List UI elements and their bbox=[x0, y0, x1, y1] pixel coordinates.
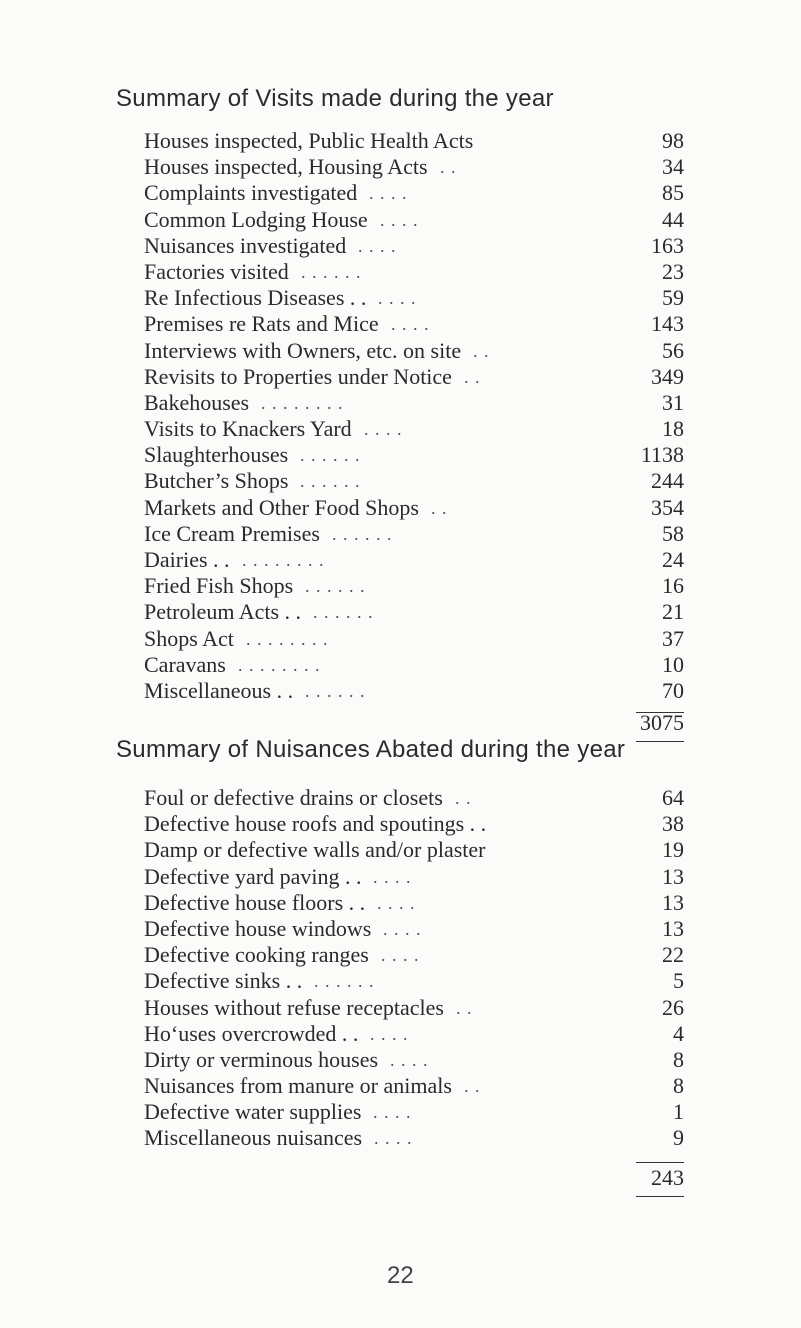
row-leader-dots: . . . . . . bbox=[301, 261, 362, 282]
row-leader-dots: . . bbox=[464, 1076, 481, 1097]
row-label: Dirty or verminous houses bbox=[144, 1046, 379, 1072]
row-value: 1138 bbox=[640, 442, 684, 468]
nuisances-table bbox=[144, 785, 684, 1152]
table-row bbox=[144, 626, 684, 652]
row-label: Ho‘uses overcrowded . . bbox=[144, 1020, 359, 1046]
row-label: Slaughterhouses bbox=[144, 442, 289, 468]
row-value: 9 bbox=[673, 1125, 684, 1151]
row-leader-dots: . . . . bbox=[383, 918, 422, 939]
nuisances-total-rule-bottom bbox=[636, 1196, 684, 1197]
row-label: Defective house windows bbox=[144, 915, 372, 941]
row-label: Factories visited bbox=[144, 258, 289, 284]
row-value: 98 bbox=[662, 128, 684, 153]
row-value: 143 bbox=[651, 311, 684, 337]
row-label: Miscellaneous . . bbox=[144, 677, 294, 703]
table-row bbox=[144, 233, 684, 259]
row-value: 13 bbox=[662, 863, 684, 889]
row-leader-dots: . . . . bbox=[380, 209, 419, 230]
table-row bbox=[144, 942, 684, 968]
row-label: Damp or defective walls and/or plaster bbox=[144, 837, 486, 863]
row-value: 18 bbox=[662, 416, 684, 442]
table-row bbox=[144, 311, 684, 337]
row-leader-dots: . . bbox=[431, 497, 448, 518]
row-value: 24 bbox=[662, 547, 684, 572]
visits-total-rule-bottom bbox=[636, 741, 684, 742]
table-row bbox=[144, 1047, 684, 1073]
table-row bbox=[144, 521, 684, 547]
row-leader-dots: . . . . . . . . bbox=[261, 392, 344, 413]
row-label: Re Infectious Diseases . . bbox=[144, 285, 367, 311]
row-leader-dots: . . . . . . bbox=[313, 602, 374, 623]
row-leader-dots: . . . . . . . . bbox=[238, 654, 321, 675]
row-value: 163 bbox=[651, 232, 684, 258]
row-label: Houses inspected, Housing Acts bbox=[144, 154, 428, 180]
row-label: Interviews with Owners, etc. on site bbox=[144, 337, 462, 363]
row-leader-dots: . . . . . . bbox=[305, 576, 366, 597]
row-label: Dairies . . bbox=[144, 547, 230, 572]
row-leader-dots: . . . . bbox=[373, 1102, 412, 1123]
row-leader-dots: . . . . bbox=[369, 183, 408, 204]
row-label: Defective yard paving . . bbox=[144, 863, 362, 889]
table-row bbox=[144, 207, 684, 233]
row-value: 244 bbox=[651, 468, 684, 494]
row-leader-dots: . . . . bbox=[374, 1128, 413, 1149]
row-leader-dots: . . . . bbox=[373, 866, 412, 887]
row-value: 70 bbox=[662, 677, 684, 703]
row-leader-dots: . . bbox=[456, 997, 473, 1018]
table-row bbox=[144, 785, 684, 811]
table-row bbox=[144, 916, 684, 942]
visits-heading: Summary of Visits made during the year bbox=[116, 85, 554, 112]
row-value: 34 bbox=[662, 154, 684, 180]
visits-table bbox=[144, 128, 684, 704]
row-label: Foul or defective drains or closets bbox=[144, 785, 443, 810]
row-label: Shops Act bbox=[144, 625, 234, 651]
row-value: 58 bbox=[662, 520, 684, 546]
table-row bbox=[144, 1099, 684, 1125]
row-value: 21 bbox=[662, 599, 684, 625]
row-leader-dots: . . . . bbox=[378, 288, 417, 309]
row-leader-dots: . . . . . . bbox=[300, 445, 361, 466]
table-row bbox=[144, 180, 684, 206]
row-label: Markets and Other Food Shops bbox=[144, 494, 419, 520]
table-row bbox=[144, 1125, 684, 1151]
row-leader-dots: . . . . . . bbox=[332, 523, 393, 544]
row-value: 1 bbox=[673, 1099, 684, 1125]
row-value: 22 bbox=[662, 942, 684, 968]
row-value: 349 bbox=[651, 363, 684, 389]
table-row bbox=[144, 390, 684, 416]
row-value: 5 bbox=[673, 968, 684, 994]
row-label: Fried Fish Shops bbox=[144, 573, 294, 599]
row-leader-dots: . . . . bbox=[377, 892, 416, 913]
row-leader-dots: . . . . bbox=[364, 419, 403, 440]
table-row bbox=[144, 811, 684, 837]
table-row bbox=[144, 573, 684, 599]
nuisances-total: 243 bbox=[651, 1165, 684, 1190]
row-value: 26 bbox=[662, 994, 684, 1020]
row-leader-dots: . . . . bbox=[391, 314, 430, 335]
row-leader-dots: . . bbox=[473, 340, 490, 361]
row-value: 13 bbox=[662, 915, 684, 941]
row-label: Common Lodging House bbox=[144, 206, 368, 232]
row-label: Houses without refuse receptacles bbox=[144, 994, 444, 1020]
row-value: 31 bbox=[662, 389, 684, 415]
row-leader-dots: . . . . bbox=[381, 945, 420, 966]
row-label: Premises re Rats and Mice bbox=[144, 311, 379, 337]
row-leader-dots: . . . . bbox=[390, 1049, 429, 1070]
row-leader-dots: . . bbox=[464, 366, 481, 387]
row-label: Complaints investigated bbox=[144, 180, 358, 206]
row-label: Defective water supplies bbox=[144, 1099, 362, 1125]
row-value: 8 bbox=[673, 1073, 684, 1099]
row-value: 16 bbox=[662, 573, 684, 599]
row-label: Nuisances from manure or animals bbox=[144, 1073, 452, 1099]
table-row bbox=[144, 652, 684, 678]
table-row bbox=[144, 468, 684, 494]
row-leader-dots: . . bbox=[455, 788, 472, 808]
row-leader-dots: . . . . . . . . bbox=[242, 550, 325, 570]
table-row bbox=[144, 338, 684, 364]
row-value: 38 bbox=[662, 811, 684, 837]
row-label: Bakehouses bbox=[144, 389, 250, 415]
table-row bbox=[144, 995, 684, 1021]
row-leader-dots: . . . . . . . . bbox=[246, 628, 329, 649]
row-value: 59 bbox=[662, 285, 684, 311]
row-leader-dots: . . . . bbox=[358, 235, 397, 256]
row-value: 10 bbox=[662, 651, 684, 677]
nuisances-total-rule-top bbox=[636, 1162, 684, 1163]
row-label: Visits to Knackers Yard bbox=[144, 416, 352, 442]
row-value: 19 bbox=[662, 837, 684, 863]
table-row bbox=[144, 837, 684, 863]
row-label: Defective sinks . . bbox=[144, 968, 303, 994]
table-row bbox=[144, 1073, 684, 1099]
row-label: Ice Cream Premises bbox=[144, 520, 320, 546]
row-value: 56 bbox=[662, 337, 684, 363]
row-leader-dots: . . bbox=[440, 157, 457, 178]
row-label: Revisits to Properties under Notice bbox=[144, 363, 452, 389]
page-number: 22 bbox=[387, 1262, 414, 1289]
row-label: Houses inspected, Public Health Acts bbox=[144, 128, 474, 153]
table-row bbox=[144, 1021, 684, 1047]
row-label: Defective house roofs and spoutings . . bbox=[144, 811, 487, 837]
row-value: 13 bbox=[662, 889, 684, 915]
table-row bbox=[144, 285, 684, 311]
table-row bbox=[144, 259, 684, 285]
table-row bbox=[144, 864, 684, 890]
row-label: Defective house floors . . bbox=[144, 889, 366, 915]
table-row bbox=[144, 442, 684, 468]
row-value: 85 bbox=[662, 180, 684, 206]
table-row bbox=[144, 547, 684, 573]
row-value: 23 bbox=[662, 258, 684, 284]
table-row bbox=[144, 890, 684, 916]
row-leader-dots: . . . . bbox=[370, 1023, 409, 1044]
row-leader-dots: . . . . . . bbox=[314, 971, 375, 992]
row-leader-dots: . . . . . . bbox=[305, 680, 366, 701]
row-value: 8 bbox=[673, 1046, 684, 1072]
row-label: Petroleum Acts . . bbox=[144, 599, 302, 625]
table-row bbox=[144, 599, 684, 625]
row-label: Caravans bbox=[144, 651, 226, 677]
visits-total: 3075 bbox=[640, 710, 684, 735]
table-row bbox=[144, 128, 684, 154]
row-label: Miscellaneous nuisances bbox=[144, 1125, 363, 1151]
table-row bbox=[144, 154, 684, 180]
table-row bbox=[144, 968, 684, 994]
row-value: 4 bbox=[673, 1020, 684, 1046]
table-row bbox=[144, 495, 684, 521]
row-leader-dots: . . . . . . bbox=[300, 471, 361, 492]
table-row bbox=[144, 416, 684, 442]
row-value: 354 bbox=[651, 494, 684, 520]
nuisances-heading: Summary of Nuisances Abated during the year bbox=[116, 736, 626, 763]
table-row bbox=[144, 678, 684, 704]
row-value: 44 bbox=[662, 206, 684, 232]
row-label: Defective cooking ranges bbox=[144, 942, 369, 968]
row-value: 64 bbox=[662, 785, 684, 810]
row-label: Butcher’s Shops bbox=[144, 468, 289, 494]
row-label: Nuisances investigated bbox=[144, 232, 347, 258]
row-value: 37 bbox=[662, 625, 684, 651]
table-row bbox=[144, 364, 684, 390]
